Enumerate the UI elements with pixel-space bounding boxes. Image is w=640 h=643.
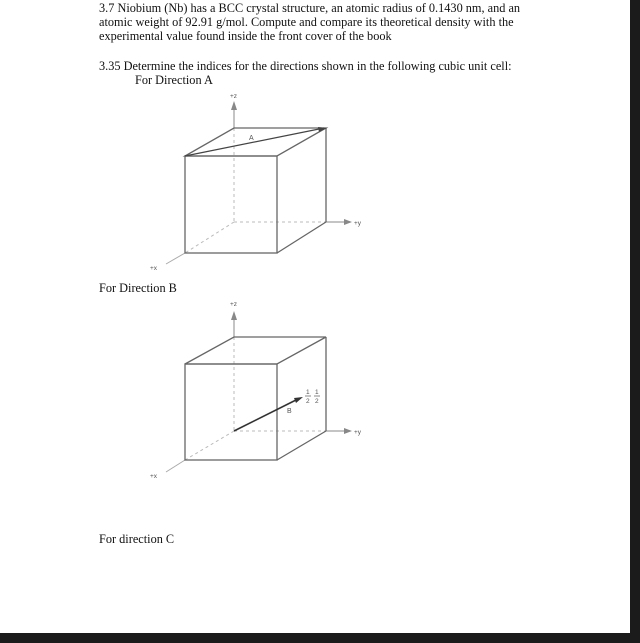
- fraction-2-numerator: 1: [315, 389, 319, 396]
- z-axis-label-b: +z: [230, 301, 238, 308]
- direction-b-letter: B: [287, 408, 292, 415]
- fraction-1-numerator: 1: [306, 389, 310, 396]
- fraction-2-denominator: 2: [315, 398, 319, 405]
- direction-a-label: For Direction A: [135, 73, 213, 87]
- y-axis-label-b: +y: [354, 429, 362, 436]
- viewer-border-right: [630, 0, 640, 643]
- cube-front-face-b: [185, 364, 277, 460]
- problem-3-7-line-2: atomic weight of 92.91 g/mol. Compute and compare its theoretical density with the: [99, 15, 514, 29]
- cube-top-face-b: [185, 337, 326, 364]
- direction-a-letter: A: [249, 135, 254, 142]
- problem-3-35-intro: 3.35 Determine the indices for the directions shown in the following cubic unit cell:: [99, 59, 512, 73]
- direction-c-label: For direction C: [99, 532, 175, 546]
- z-axis-label-a: +z: [230, 93, 238, 100]
- problem-3-7-line-1: 3.7 Niobium (Nb) has a BCC crystal structure, an atomic radius of 0.1430 nm, and an: [99, 1, 521, 15]
- problem-3-7-line-3: experimental value found inside the front cover of the book: [99, 29, 392, 43]
- y-axis-label-a: +y: [354, 220, 362, 227]
- x-axis-label-b: +x: [150, 473, 158, 480]
- direction-b-vector: [234, 399, 298, 431]
- fraction-1-denominator: 2: [306, 398, 310, 405]
- x-axis-label-a: +x: [150, 265, 158, 272]
- direction-b-label: For Direction B: [99, 281, 177, 295]
- viewer-border-bottom: [0, 633, 640, 643]
- direction-b-arrowhead: [294, 397, 303, 403]
